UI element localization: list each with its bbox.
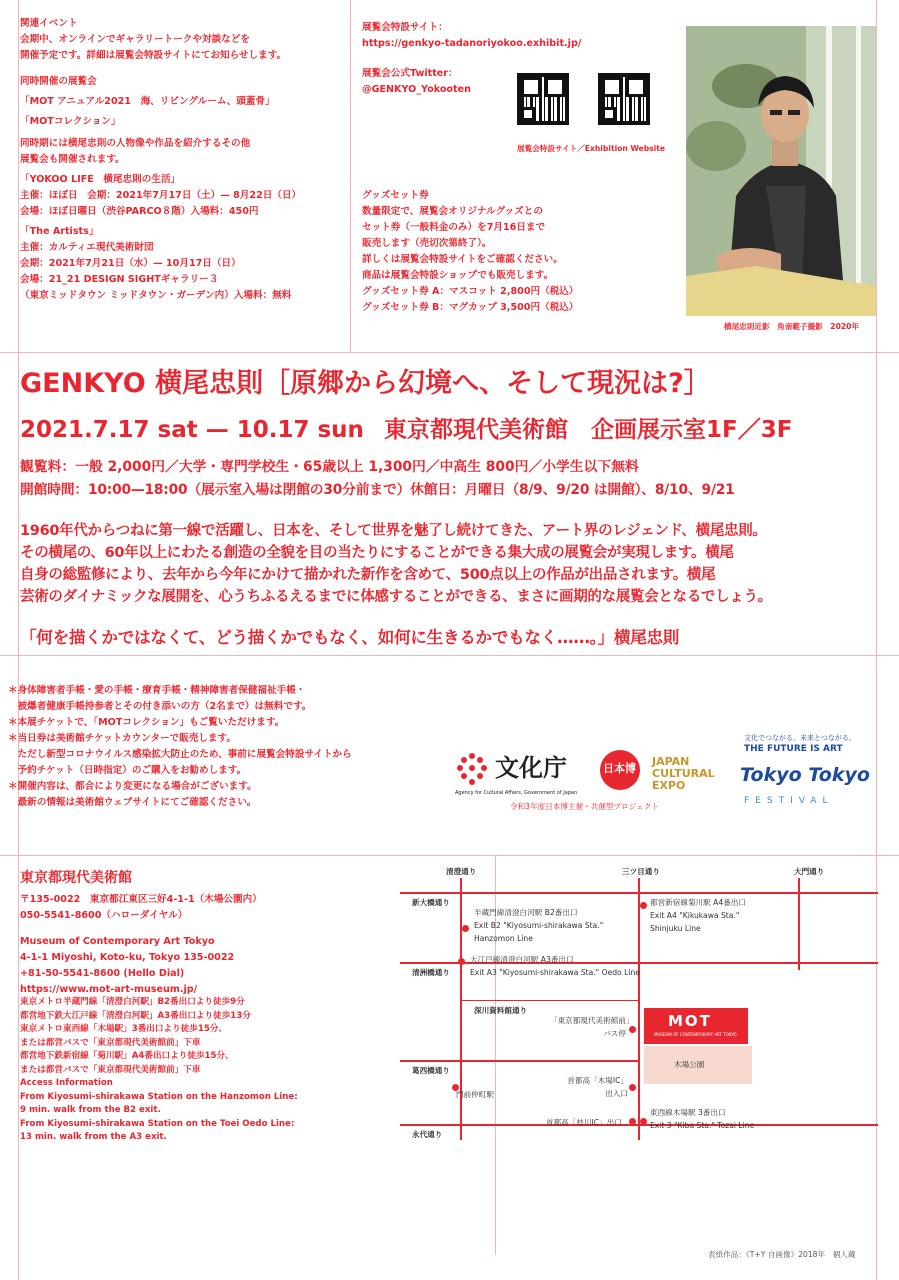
guide-divider-3	[0, 855, 899, 856]
introduction	[20, 520, 772, 608]
note-line: 被爆者健康手帳持参者とその付き添いの方（2名まで）は無料です。	[8, 701, 312, 712]
station-kikukawa-line: Shinjuku Line	[650, 924, 701, 933]
station-dot-icon	[640, 1118, 647, 1125]
ticket-notes	[8, 683, 448, 811]
intro-line-4: 芸術のダイナミックな展開を、心うちふるえるまでに体感することができる、まさに画期的な展覧会となるでしょう。	[20, 589, 772, 605]
museum-url[interactable]: https://www.mot-art-museum.jp/	[20, 984, 198, 995]
street-label-left: 新大橋通り	[412, 898, 450, 907]
station-hanzomon-jp: 半蔵門線清澄白河駅 B2番出口	[474, 908, 578, 917]
access-en-line: 9 min. walk from the B2 exit.	[20, 1105, 161, 1115]
expo-line-1: JAPAN	[652, 755, 690, 768]
bunka-mark-icon	[455, 752, 489, 786]
note-line: ＊本展チケットで、「MOTコレクション」もご覧いただけます。	[8, 717, 285, 728]
intro-line-1: 1960年代からつねに第一線で活躍し、日本を、そして世界を魅了し続けてきた、アート界のレジェンド、横尾忠則。	[20, 523, 767, 539]
artist-photo	[686, 26, 876, 316]
access-en-head: Access Information	[20, 1078, 113, 1088]
goods-line-6: グッズセット券 A：マスコット 2,800円（税込）	[362, 286, 579, 297]
station-hanzomon	[474, 906, 603, 945]
project-note: 令和3年度日本博主催・共催型プロジェクト	[510, 802, 659, 811]
japan-cultural-expo-logo	[600, 750, 730, 805]
station-hanzomon-line: Hanzomon Line	[474, 934, 533, 943]
site-head: 展覧会特設サイト：	[362, 22, 448, 33]
station-oedo-en: Exit A3 "Kiyosumi-shirakawa Sta." Oedo Line	[470, 968, 640, 977]
expo-seal: 日本博	[603, 762, 636, 775]
access-en-line: From Kiyosumi-shirakawa Station on the Hanzomon Line:	[20, 1091, 298, 1102]
guide-divider-1	[0, 352, 899, 353]
goods-set	[362, 188, 682, 316]
station-oedo	[470, 953, 640, 979]
guide-left	[18, 0, 19, 1280]
monzen-nakacho: 門前仲町駅	[456, 1090, 494, 1099]
access-jp-line: または都営バスで「東京都現代美術館前」下車	[20, 1064, 201, 1075]
address-jp-1: 〒135-0022 東京都江東区三好4-1-1（木場公園内）	[20, 894, 262, 905]
concurrent-note-2: 展覧会も開催されます。	[20, 154, 125, 165]
bus-stop	[550, 1014, 634, 1040]
artists-line-4: （東京ミッドタウン ミッドタウン・ガーデン内）入場料：無料	[20, 290, 292, 301]
note-line: ただし新型コロナウイルス感染拡大防止のため、事前に展覧会特設サイトから	[8, 749, 352, 760]
access-jp-line: 都営地下鉄新宿線「菊川駅」A4番出口より徒歩15分、	[20, 1051, 234, 1061]
goods-line-5: 商品は展覧会特設ショップでも販売します。	[362, 270, 554, 281]
access-jp	[20, 996, 290, 1077]
note-line: ＊当日券は美術館チケットカウンターで販売します。	[8, 733, 236, 744]
goods-line-3: 販売します（売切次第終了）。	[362, 238, 492, 249]
tokyo-tokyo: Tokyo Tokyo	[740, 764, 870, 786]
museum-name: 東京都現代美術館	[20, 870, 132, 886]
kiba-park	[644, 1046, 752, 1084]
museum-address	[20, 892, 280, 998]
station-kiba-jp: 東西線木場駅 3番出口	[650, 1108, 726, 1117]
street-label-left: 葛西橋通り	[412, 1066, 450, 1075]
edagawa-ic: 首都高「枝川IC」出口	[546, 1118, 622, 1127]
twitter-handle[interactable]: @GENKYO_Yokooten	[362, 84, 471, 95]
address-jp-2: 050-5541-8600（ハローダイヤル）	[20, 910, 188, 921]
bunka-logo	[455, 748, 595, 798]
cover-credit: 表紙作品：《T+Y 自画像》2018年 個人蔵	[708, 1250, 856, 1259]
access-jp-line: または都営バスで「東京都現代美術館前」下車	[20, 1037, 201, 1048]
access-jp-line: 都営地下鉄大江戸線「清澄白河駅」A3番出口より徒歩13分	[20, 1010, 251, 1021]
ic-dot-icon	[629, 1084, 636, 1091]
station-kiba	[650, 1106, 754, 1132]
bunka-name: 文化庁	[495, 754, 567, 782]
exhibition-dates: 2021.7.17 sat — 10.17 sun	[20, 417, 364, 443]
intro-line-2: その横尾の、60年以上にわたる創造の全貌を目の当たりにすることができる集大成の展覧会が実現します。横尾	[20, 545, 734, 561]
address-en-3: +81-50-5541-8600 (Hello Dial)	[20, 968, 185, 979]
goods-line-4: 詳しくは展覧会特設サイトをご確認ください。	[362, 254, 563, 265]
goods-line-7: グッズセット券 B：マグカップ 3,500円（税込）	[362, 302, 579, 313]
photo-caption: 横尾忠則近影 角南範子撮影 2020年	[724, 322, 860, 331]
artist-portrait-icon	[686, 26, 876, 316]
guide-divider-2	[0, 655, 899, 656]
opening-hours: 開館時間：10:00—18:00（展示室入場は閉館の30分前まで）休館日：月曜日（8/9、9/20 は開館）、8/10、9/21	[20, 482, 735, 498]
ic-dot-icon	[629, 1118, 636, 1125]
note-line: ＊身体障害者手帳・愛の手帳・療育手帳・精神障害者保健福祉手帳・	[8, 685, 306, 696]
station-dot-icon	[458, 958, 465, 965]
kiba-ic-name: 首都高「木場IC」	[567, 1076, 628, 1085]
guide-col-1	[350, 0, 351, 352]
note-line: 予約チケット（日時指定）のご購入をお勧めします。	[8, 765, 247, 776]
kiba-ic	[560, 1074, 628, 1100]
station-hanzomon-en: Exit B2 "Kiyosumi-shirakawa Sta."	[474, 921, 604, 930]
events-head: 関連イベント	[20, 18, 78, 29]
mot-building	[644, 1008, 748, 1044]
street-label-fukagawa: 深川資料館通り	[474, 1006, 528, 1015]
access-jp-line: 東京メトロ東西線「木場駅」3番出口より徒歩15分、	[20, 1024, 228, 1034]
bus-stop-dot-icon	[629, 1026, 636, 1033]
events-line-1: 会期中、オンラインでギャラリートークや対談などを	[20, 34, 250, 45]
artists-line-2: 会期：2021年7月21日（水）— 10月17日（日）	[20, 258, 241, 269]
station-kikukawa	[650, 896, 746, 935]
bus-stop-label: バス停	[603, 1029, 626, 1038]
concurrent-head: 同時開催の展覧会	[20, 76, 97, 87]
note-line: ＊開催内容は、都合により変更になる場合がございます。	[8, 781, 257, 792]
bus-stop-name: 「東京都現代美術館前」	[550, 1016, 634, 1025]
map-street-eitai	[400, 1124, 878, 1126]
yokoo-life-line-1: 主催：ほぼ日 会期：2021年7月17日（土）— 8月22日（日）	[20, 190, 302, 201]
yokoo-life-title: 「YOKOO LIFE 横尾忠則の生活」	[20, 174, 181, 185]
access-map	[400, 862, 878, 1142]
goods-head: グッズセット券	[362, 190, 429, 201]
twitter-head: 展覧会公式Twitter：	[362, 68, 458, 79]
exhibition-title: GENKYO 横尾忠則［原郷から幻境へ、そして現況は?］	[20, 368, 711, 399]
map-street-kasaibashi	[400, 1060, 640, 1062]
yokoo-life-line-2: 会場：ほぼ日曜日（渋谷PARCO８階）入場料：450円	[20, 206, 259, 217]
kiba-ic-label: 出入口	[605, 1089, 628, 1098]
admission-fees: 観覧料：一般 2,000円／大学・専門学校生・65歳以上 1,300円／中高生 800円／小学生以下無料	[20, 459, 639, 475]
expo-line-2: CULTURAL	[652, 767, 715, 780]
intro-line-3: 自身の総監修により、去年から今年にかけて描かれた新作を含めて、500点以上の作品が出品されます。横尾	[20, 567, 716, 583]
station-oedo-jp: 大江戸線清澄白河駅 A3番出口	[470, 955, 574, 964]
access-en	[20, 1077, 310, 1145]
map-street-mitsume	[638, 878, 640, 1140]
concurrent-item-1: 「MOT アニュアル2021 海、リビングルーム、頭蓋骨」	[20, 96, 275, 107]
concurrent-item-2: 「MOTコレクション」	[20, 116, 121, 127]
expo-line-3: EXPO	[652, 779, 686, 792]
access-en-line: From Kiyosumi-shirakawa Station on the Toei Oedo Line:	[20, 1118, 295, 1129]
station-kiba-en: Exit 3 "Kiba Sta." Tozai Line	[650, 1121, 755, 1130]
street-label-top: 清澄通り	[446, 867, 477, 876]
street-label-left: 永代通り	[412, 1130, 443, 1139]
note-line: 最新の情報は美術館ウェブサイトにてご確認ください。	[8, 797, 257, 808]
qr-caption: 展覧会特設サイト／Exhibition Website	[517, 144, 666, 153]
related-events	[20, 16, 350, 304]
mot-logo: MOT	[668, 1012, 712, 1030]
station-kikukawa-jp: 都営新宿線菊川駅 A4番出口	[650, 898, 746, 907]
mot-logo-sub: MUSEUM OF CONTEMPORARY ART TOKYO	[654, 1032, 737, 1037]
artists-line-3: 会場：21_21 DESIGN SIGHTギャラリー３	[20, 274, 219, 285]
site-url[interactable]: https://genkyo-tadanoriyokoo.exhibit.jp/	[362, 38, 582, 49]
artists-title: 「The Artists」	[20, 226, 99, 237]
goods-line-2: セット券（一般料金のみ）を7月16日まで	[362, 222, 546, 233]
qr-code-icon	[598, 73, 650, 125]
concurrent-note-1: 同時期には横尾忠則の人物像や作品を紹介するその他	[20, 138, 251, 149]
street-label-top: 大門通り	[794, 867, 825, 876]
station-dot-icon	[640, 902, 647, 909]
exhibition-venue: 東京都現代美術館 企画展示室1F／3F	[384, 417, 793, 443]
address-en-2: 4-1-1 Miyoshi, Koto-ku, Tokyo 135-0022	[20, 952, 235, 963]
station-dot-icon	[462, 925, 469, 932]
address-en-1: Museum of Contemporary Art Tokyo	[20, 936, 215, 947]
events-line-2: 開催予定です。詳細は展覧会特設サイトにてお知らせします。	[20, 50, 287, 61]
goods-line-1: 数量限定で、展覧会オリジナルグッズとの	[362, 206, 543, 217]
kiba-park-label: 木場公園	[674, 1060, 705, 1069]
tokyo-festival-logo	[740, 733, 880, 813]
qr-code-icon	[517, 73, 569, 125]
access-jp-line: 東京メトロ半蔵門線「清澄白河駅」B2番出口より徒歩9分	[20, 997, 245, 1007]
access-en-line: 13 min. walk from the A3 exit.	[20, 1132, 167, 1142]
expo-text	[652, 756, 715, 792]
artist-quote: 「何を描くかではなくて、どう描くかでもなく、如何に生きるかでもなく……。」横尾忠則	[20, 628, 680, 647]
street-label-top: 三ツ目通り	[622, 867, 660, 876]
map-street-shinohashi	[400, 892, 878, 894]
bunka-name-en: Agency for Cultural Affairs, Government of Japan	[455, 790, 578, 796]
artists-line-1: 主催：カルティエ現代美術財団	[20, 242, 154, 253]
street-label-left: 清洲橋通り	[412, 968, 450, 977]
future-en: THE FUTURE IS ART	[744, 744, 843, 754]
festival: FESTIVAL	[744, 796, 834, 806]
map-street-fukagawa	[460, 1000, 640, 1001]
station-kikukawa-en: Exit A4 "Kikukawa Sta."	[650, 911, 740, 920]
future-jp: 文化でつながる。未来とつながる。	[744, 734, 856, 742]
